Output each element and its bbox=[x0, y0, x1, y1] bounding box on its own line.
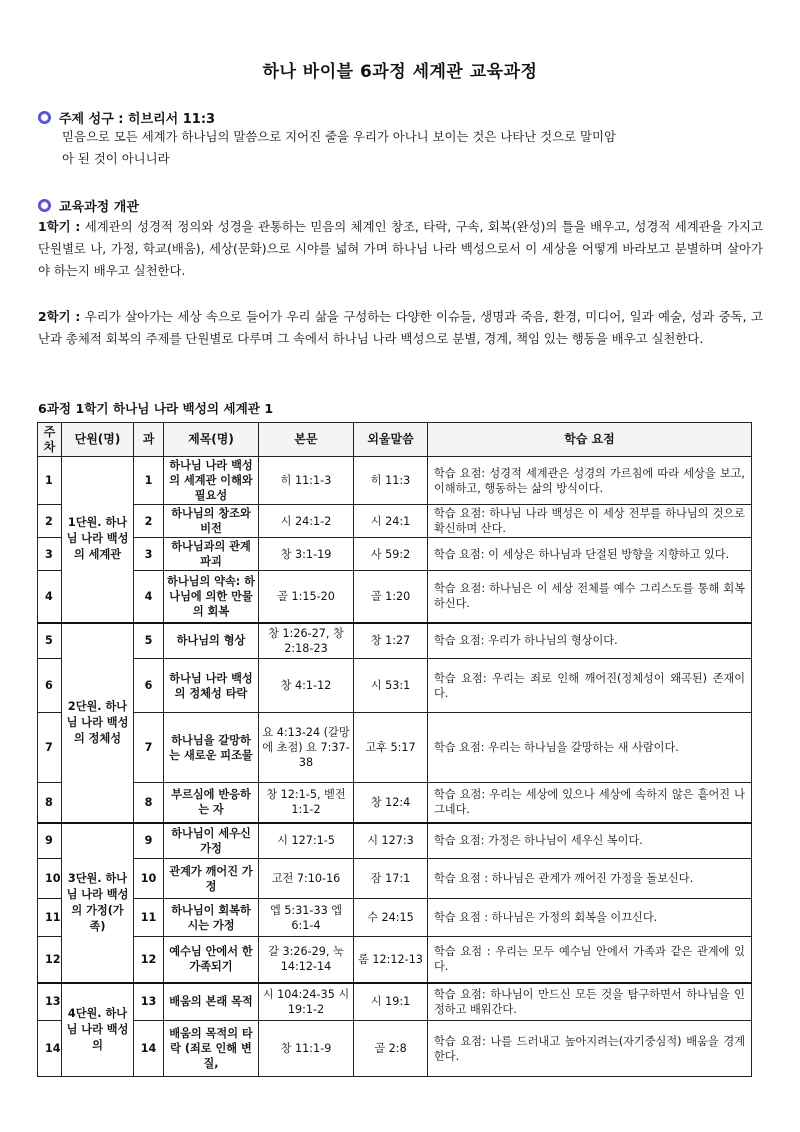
week-cell: 8 bbox=[38, 783, 62, 823]
memory-cell: 시 24:1 bbox=[354, 505, 428, 538]
point-cell: 학습 요점: 우리는 세상에 있으나 세상에 속하지 않은 흩어진 나그네다. bbox=[428, 783, 752, 823]
title-cell: 배움의 본래 목적 bbox=[164, 983, 259, 1021]
table-row bbox=[38, 1021, 752, 1077]
memory-cell: 골 1:20 bbox=[354, 571, 428, 623]
header-week: 주차 bbox=[38, 423, 62, 457]
table-row bbox=[38, 899, 752, 937]
table-row bbox=[38, 659, 752, 713]
header-memory: 외울말씀 bbox=[354, 423, 428, 457]
curriculum-table bbox=[37, 422, 752, 1077]
week-cell: 3 bbox=[38, 538, 62, 571]
lesson-cell: 4 bbox=[134, 571, 164, 623]
semester1-label: 1학기 : bbox=[38, 219, 81, 234]
table-title: 6과정 1학기 하나님 나라 백성의 세계관 1 bbox=[38, 401, 274, 416]
text-cell: 엡 5:31-33 엡 6:1-4 bbox=[259, 899, 354, 937]
text-cell: 시 127:1-5 bbox=[259, 823, 354, 859]
week-cell: 7 bbox=[38, 713, 62, 783]
text-cell: 히 11:1-3 bbox=[259, 457, 354, 505]
theme-verse-line2: 아 된 것이 아니니라 bbox=[62, 151, 170, 166]
lesson-cell: 1 bbox=[134, 457, 164, 505]
memory-cell: 수 24:15 bbox=[354, 899, 428, 937]
table-row bbox=[38, 623, 752, 659]
semester2-text: 우리가 살아가는 세상 속으로 들어가 우리 삶을 구성하는 다양한 이슈들, 생명과 죽음, 환경, 미디어, 일과 예술, 성과 중독, 고난과 총체적 회복의 주제를 단원별로 다루며 그 속에서 하나님 나라 백성으로 분별, 경계, 책임 있는 행동을 배우고 실천한다. bbox=[38, 309, 763, 346]
title-cell: 하나님과의 관계 파괴 bbox=[164, 538, 259, 571]
text-cell: 창 4:1-12 bbox=[259, 659, 354, 713]
title-cell: 하나님 나라 백성의 정체성 타락 bbox=[164, 659, 259, 713]
header-text: 본문 bbox=[259, 423, 354, 457]
header-lesson: 과 bbox=[134, 423, 164, 457]
bullet-circle-icon bbox=[38, 111, 51, 124]
header-point: 학습 요점 bbox=[428, 423, 752, 457]
table-header-row bbox=[38, 423, 752, 457]
memory-cell: 고후 5:17 bbox=[354, 713, 428, 783]
week-cell: 6 bbox=[38, 659, 62, 713]
table-row bbox=[38, 783, 752, 823]
table-row bbox=[38, 713, 752, 783]
point-cell: 학습 요점: 나를 드러내고 높아지려는(자기중심적) 배움을 경계한다. bbox=[428, 1021, 752, 1077]
point-cell: 학습 요점: 하나님이 만드신 모든 것을 탐구하면서 하나님을 인정하고 배워간다. bbox=[428, 983, 752, 1021]
title-cell: 부르심에 반응하는 자 bbox=[164, 783, 259, 823]
lesson-cell: 3 bbox=[134, 538, 164, 571]
semester2-label: 2학기 : bbox=[38, 309, 81, 324]
unit-cell: 3단원. 하나님 나라 백성의 가정(가족) bbox=[62, 823, 134, 983]
unit-cell: 4단원. 하나님 나라 백성의 bbox=[62, 983, 134, 1077]
point-cell: 학습 요점: 우리는 하나님을 갈망하는 새 사람이다. bbox=[428, 713, 752, 783]
point-cell: 학습 요점 : 우리는 모두 예수님 안에서 가족과 같은 관계에 있다. bbox=[428, 937, 752, 983]
table-row bbox=[38, 538, 752, 571]
table-row bbox=[38, 983, 752, 1021]
title-cell: 하나님이 회복하시는 가정 bbox=[164, 899, 259, 937]
lesson-cell: 9 bbox=[134, 823, 164, 859]
memory-cell: 롬 12:12-13 bbox=[354, 937, 428, 983]
memory-cell: 잠 17:1 bbox=[354, 859, 428, 899]
lesson-cell: 2 bbox=[134, 505, 164, 538]
lesson-cell: 7 bbox=[134, 713, 164, 783]
title-cell: 예수님 안에서 한 가족되기 bbox=[164, 937, 259, 983]
lesson-cell: 8 bbox=[134, 783, 164, 823]
text-cell: 창 12:1-5, 벧전 1:1-2 bbox=[259, 783, 354, 823]
lesson-cell: 11 bbox=[134, 899, 164, 937]
semester2-paragraph bbox=[38, 306, 763, 350]
point-cell: 학습 요점: 성경적 세계관은 성경의 가르침에 따라 세상을 보고, 이해하고, 행동하는 삶의 방식이다. bbox=[428, 457, 752, 505]
week-cell: 1 bbox=[38, 457, 62, 505]
table-row bbox=[38, 505, 752, 538]
overview-heading-text: 교육과정 개관 bbox=[59, 200, 139, 215]
lesson-cell: 10 bbox=[134, 859, 164, 899]
overview-heading bbox=[38, 196, 139, 215]
week-cell: 13 bbox=[38, 983, 62, 1021]
memory-cell: 골 2:8 bbox=[354, 1021, 428, 1077]
theme-heading-text: 주제 성구 : 히브리서 11:3 bbox=[59, 112, 216, 127]
title-cell: 하나님을 갈망하는 새로운 피조물 bbox=[164, 713, 259, 783]
semester1-text: 세계관의 성경적 정의와 성경을 관통하는 믿음의 체계인 창조, 타락, 구속, 회복(완성)의 틀을 배우고, 성경적 세계관을 가지고 단원별로 나, 가정, 학교(배움), 세상(문화)으로 시야를 넓혀 가며 하나님 나라 백성으로서 이 세상을 어떻게 바라보고 분별하며 살아가야 하는지 배우고 실천한다. bbox=[38, 219, 763, 278]
point-cell: 학습 요점: 우리는 죄로 인해 깨어진(정체성이 왜곡된) 존재이다. bbox=[428, 659, 752, 713]
theme-heading bbox=[38, 108, 215, 127]
table-row bbox=[38, 571, 752, 623]
bullet-circle-icon bbox=[38, 199, 51, 212]
header-title: 제목(명) bbox=[164, 423, 259, 457]
lesson-cell: 12 bbox=[134, 937, 164, 983]
text-cell: 갈 3:26-29, 눅 14:12-14 bbox=[259, 937, 354, 983]
week-cell: 10 bbox=[38, 859, 62, 899]
title-cell: 하나님 나라 백성의 세계관 이해와 필요성 bbox=[164, 457, 259, 505]
week-cell: 9 bbox=[38, 823, 62, 859]
semester1-paragraph bbox=[38, 216, 763, 282]
table-row bbox=[38, 937, 752, 983]
title-cell: 관계가 깨어진 가정 bbox=[164, 859, 259, 899]
week-cell: 12 bbox=[38, 937, 62, 983]
text-cell: 창 3:1-19 bbox=[259, 538, 354, 571]
point-cell: 학습 요점: 하나님 나라 백성은 이 세상 전부를 하나님의 것으로 확신하며 산다. bbox=[428, 505, 752, 538]
point-cell: 학습 요점 : 하나님은 가정의 회복을 이끄신다. bbox=[428, 899, 752, 937]
point-cell: 학습 요점: 이 세상은 하나님과 단절된 방향을 지향하고 있다. bbox=[428, 538, 752, 571]
table-row bbox=[38, 457, 752, 505]
memory-cell: 사 59:2 bbox=[354, 538, 428, 571]
text-cell: 고전 7:10-16 bbox=[259, 859, 354, 899]
table-row bbox=[38, 859, 752, 899]
memory-cell: 창 1:27 bbox=[354, 623, 428, 659]
title-cell: 배움의 목적의 타락 (죄로 인해 변질, bbox=[164, 1021, 259, 1077]
point-cell: 학습 요점: 하나님은 이 세상 전체를 예수 그리스도를 통해 회복하신다. bbox=[428, 571, 752, 623]
week-cell: 5 bbox=[38, 623, 62, 659]
text-cell: 창 11:1-9 bbox=[259, 1021, 354, 1077]
week-cell: 14 bbox=[38, 1021, 62, 1077]
unit-cell: 2단원. 하나님 나라 백성의 정체성 bbox=[62, 623, 134, 823]
text-cell: 시 24:1-2 bbox=[259, 505, 354, 538]
table-row bbox=[38, 823, 752, 859]
text-cell: 창 1:26-27, 창 2:18-23 bbox=[259, 623, 354, 659]
title-cell: 하나님의 창조와 비전 bbox=[164, 505, 259, 538]
page-title: 하나 바이블 6과정 세계관 교육과정 bbox=[262, 62, 538, 82]
week-cell: 4 bbox=[38, 571, 62, 623]
memory-cell: 히 11:3 bbox=[354, 457, 428, 505]
memory-cell: 시 19:1 bbox=[354, 983, 428, 1021]
lesson-cell: 6 bbox=[134, 659, 164, 713]
text-cell: 요 4:13-24 (갈망에 초점) 요 7:37-38 bbox=[259, 713, 354, 783]
lesson-cell: 13 bbox=[134, 983, 164, 1021]
text-cell: 골 1:15-20 bbox=[259, 571, 354, 623]
point-cell: 학습 요점 : 하나님은 관계가 깨어진 가정을 돌보신다. bbox=[428, 859, 752, 899]
week-cell: 11 bbox=[38, 899, 62, 937]
memory-cell: 창 12:4 bbox=[354, 783, 428, 823]
header-unit: 단원(명) bbox=[62, 423, 134, 457]
unit-cell: 1단원. 하나님 나라 백성의 세계관 bbox=[62, 457, 134, 623]
point-cell: 학습 요점: 가정은 하나님이 세우신 복이다. bbox=[428, 823, 752, 859]
lesson-cell: 14 bbox=[134, 1021, 164, 1077]
point-cell: 학습 요점: 우리가 하나님의 형상이다. bbox=[428, 623, 752, 659]
memory-cell: 시 53:1 bbox=[354, 659, 428, 713]
text-cell: 시 104:24-35 시 19:1-2 bbox=[259, 983, 354, 1021]
title-cell: 하나님의 형상 bbox=[164, 623, 259, 659]
lesson-cell: 5 bbox=[134, 623, 164, 659]
title-cell: 하나님이 세우신 가정 bbox=[164, 823, 259, 859]
week-cell: 2 bbox=[38, 505, 62, 538]
memory-cell: 시 127:3 bbox=[354, 823, 428, 859]
title-cell: 하나님의 약속: 하나님에 의한 만물의 회복 bbox=[164, 571, 259, 623]
theme-verse-line1: 믿음으로 모든 세계가 하나님의 말씀으로 지어진 줄을 우리가 아나니 보이는 것은 나타난 것으로 말미암 bbox=[62, 129, 616, 144]
